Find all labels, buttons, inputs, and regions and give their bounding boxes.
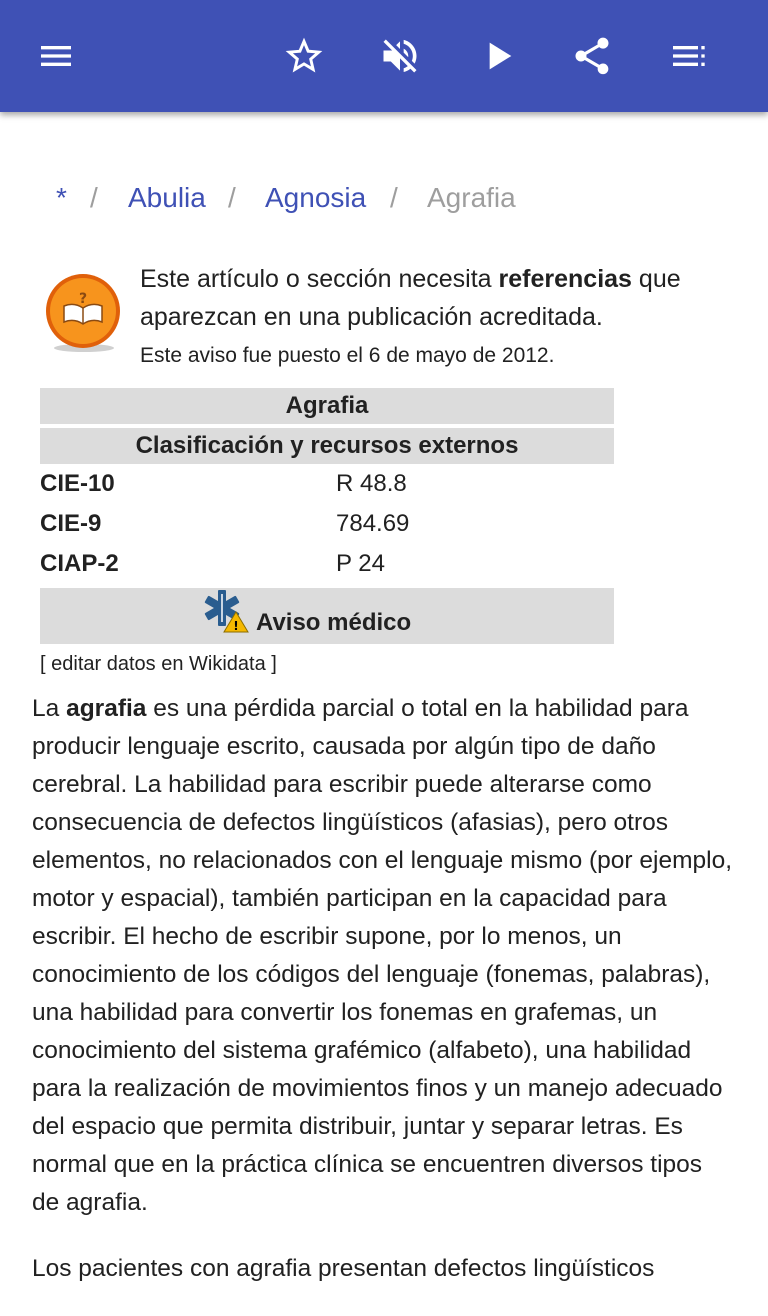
list-icon [668,36,708,76]
infobox-key: CIAP-2 [40,550,119,577]
article-paragraph: Los pacientes con agrafia presentan defectos lingüísticos [32,1255,655,1282]
notice-bold-word: referencias [498,265,632,293]
share-icon [570,34,614,78]
breadcrumb-item-agnosia[interactable]: Agnosia [265,182,367,213]
star-icon [282,34,326,78]
wikidata-edit [40,648,277,680]
p1-bold-term: agrafia [66,695,147,722]
article-paragraph [32,690,736,1222]
svg-text:!: ! [233,619,239,633]
infobox-row [40,544,614,584]
breadcrumb-separator: / [90,182,98,213]
infobox-key: CIE-9 [40,510,102,537]
notice-date: Este aviso fue puesto el 6 de mayo de 2012. [140,344,555,367]
p1-before: La [32,695,67,722]
contents-button[interactable] [660,28,716,84]
breadcrumb-item-abulia[interactable]: Abulia [128,182,206,213]
notice-text-before: Este artículo o sección necesita [140,265,499,293]
svg-text:?: ? [78,291,88,307]
play-button[interactable] [470,28,526,84]
breadcrumb-separator: / [228,182,236,213]
notice-text-after: que aparezcan en una publicación acreditada. [140,265,681,331]
volume-off-icon [378,34,422,78]
infobox-value: R 48.8 [336,470,407,497]
infobox-key: CIE-10 [40,470,115,497]
medical-warning-label: Aviso médico [256,609,412,636]
app-bar [0,0,768,112]
book-question-icon [44,272,124,356]
infobox-row [40,464,614,504]
play-icon [478,36,518,76]
breadcrumb-item-home[interactable]: * [56,182,67,213]
infobox-subtitle: Clasificación y recursos externos [40,428,614,464]
breadcrumb-current: Agrafia [427,182,516,213]
infobox-title: Agrafia [40,388,614,424]
article-body [32,690,736,1316]
p1-after: es una pérdida parcial o total en la habilidad para producir lenguaje escrito, causada por algún tipo de daño cerebral. La habilidad para escribir puede alterarse como consecuencia de defectos lingüísticos (afasias), pero otros elementos, no relacionados con el lenguaje mismo (por ejemplo, motor y espacial), también participan en la capacidad para escribir. El hecho de escribir supone, por lo menos, un conocimiento de los códigos del lenguaje (fonemas, palabras), una habilidad para convertir los fonemas en grafemas, un conocimiento del sistema grafémico (alfabeto), una habilidad para la realización de movimientos finos y un manejo adecuado del espacio que permita distribuir, juntar y separar letras. Es normal que en la práctica clínica se encuentren diversos tipos de agrafia. [32,695,732,1216]
edit-wikidata-link[interactable]: editar datos en Wikidata [51,653,266,675]
references-notice [140,260,740,336]
wikidata-bracket-open: [ [40,653,52,675]
mute-button[interactable] [372,28,428,84]
infobox-value: 784.69 [336,510,410,537]
medical-warning [40,588,614,644]
breadcrumb-separator: / [390,182,398,213]
breadcrumb [0,178,768,222]
infobox-row [40,504,614,544]
favorite-button[interactable] [276,28,332,84]
infobox-value: P 24 [336,550,385,577]
medical-warning-icon [202,588,252,634]
wikidata-bracket-close: ] [265,653,277,675]
share-button[interactable] [564,28,620,84]
menu-button[interactable] [28,28,84,84]
menu-icon [36,36,76,76]
infobox [40,388,614,644]
